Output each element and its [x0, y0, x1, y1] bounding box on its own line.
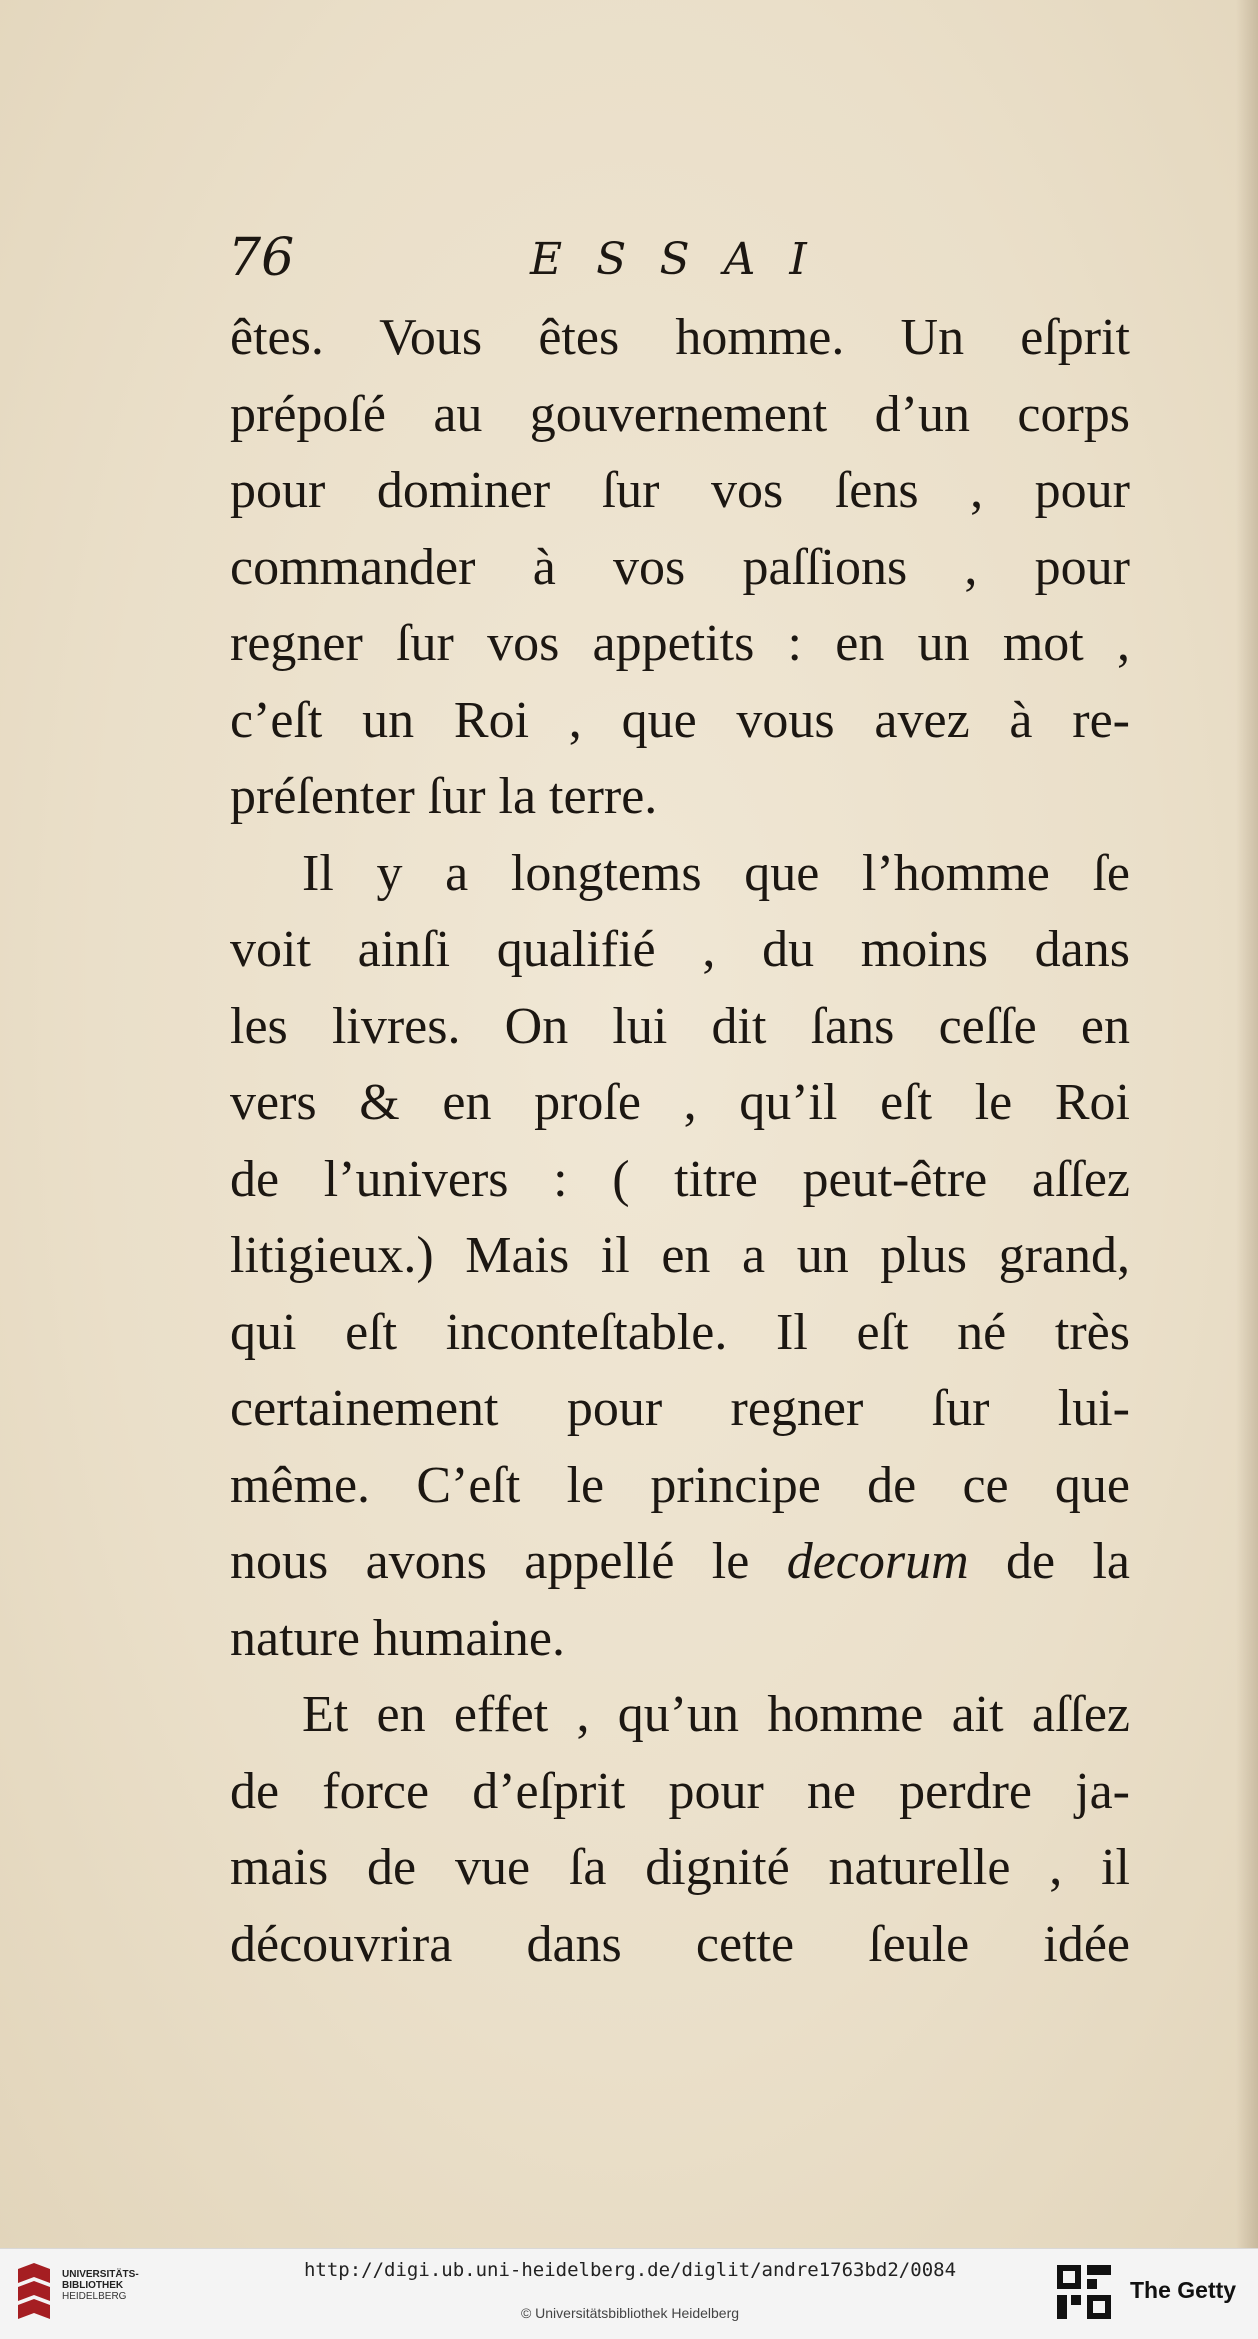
getty-logo-icon [1055, 2263, 1113, 2321]
text-segment: de la [968, 1533, 1131, 1590]
text-line: qui eſt inconteſtable. Il eſt né très [230, 1303, 1130, 1361]
university-library-logo-icon [14, 2261, 54, 2321]
text-line-with-emphasis [230, 1524, 1130, 1601]
text-line: êtes. Vous êtes homme. Un eſprit [230, 309, 1130, 366]
text-line: Il y a longtems que l’homme ſe [302, 844, 1130, 902]
footer-bar [0, 2248, 1258, 2339]
library-name-line: BIBLIOTHEK [62, 2280, 124, 2291]
text-line: voit ainſi qualifié , du moins dans [230, 921, 1130, 978]
text-segment: nous avons appellé le [230, 1533, 787, 1590]
text-line: commander à vos paſſions , pour [230, 538, 1130, 596]
text-line: vers & en proſe , qu’il eſt le Roi [230, 1074, 1130, 1131]
copyright-notice: © Universitätsbibliothek Heidelberg [520, 2305, 740, 2321]
page-number: 76 [228, 228, 295, 288]
text-line: de force d’eſprit pour ne perdre ja- [230, 1762, 1130, 1820]
page-edge-shadow [1236, 0, 1258, 2248]
text-line: Et en effet , qu’un homme ait aſſez [302, 1686, 1130, 1743]
text-line: découvrira dans cette ſeule idée [230, 1915, 1130, 1973]
text-line: regner ſur vos appetits : en un mot , [230, 615, 1130, 672]
text-line: préſenter ſur la terre. [230, 768, 658, 825]
text-line: mais de vue ſa dignité naturelle , il [230, 1839, 1130, 1896]
text-line: les livres. On lui dit ſans ceſſe en [230, 997, 1130, 1055]
library-name [62, 2269, 139, 2302]
partner-name: The Getty [1130, 2277, 1237, 2303]
text-line: litigieux.) Mais il en a un plus grand, [230, 1227, 1130, 1284]
text-line: nature humaine. [230, 1609, 565, 1667]
library-name-line: UNIVERSITÄTS- [62, 2269, 139, 2280]
running-title: ESSAI [530, 234, 841, 285]
text-line: de l’univers : ( titre peut-être aſſez [230, 1150, 1130, 1208]
permalink-url[interactable]: http://digi.ub.uni-heidelberg.de/diglit/andre1763bd2/0084 [303, 2259, 957, 2281]
text-line: même. C’eſt le principe de ce que [230, 1456, 1130, 1514]
text-line: prépoſé au gouvernement d’un corps [230, 385, 1130, 443]
text-line: pour dominer ſur vos ſens , pour [230, 462, 1130, 519]
text-line: c’eſt un Roi , que vous avez à re- [230, 691, 1130, 749]
running-head [0, 228, 1258, 298]
library-name-line: HEIDELBERG [62, 2291, 127, 2302]
body-text [230, 300, 1130, 1983]
emphasized-word: decorum [786, 1533, 969, 1590]
text-line: certainement pour regner ſur lui- [230, 1380, 1130, 1437]
